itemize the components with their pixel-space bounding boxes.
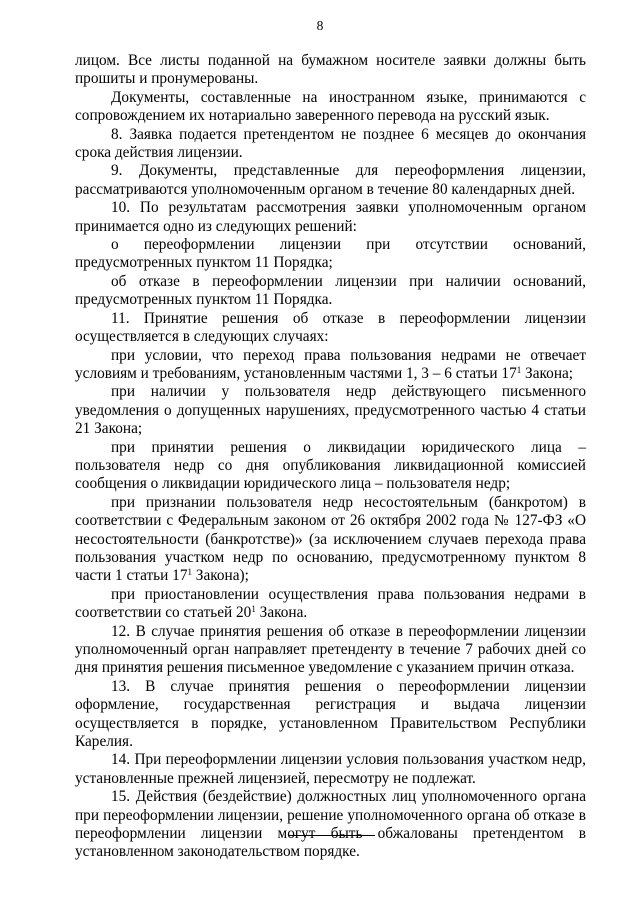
paragraph-12: 12. В случае принятия решения об отказе в переоформлении лицензии уполномоченный орган направляет претенденту в течение 7 рабочих дней со дня принятия решения письменное уведомление с указанием причин отказа.	[75, 622, 586, 677]
refusal-case-transfer-conditions	[75, 347, 586, 384]
paragraph-10: 10. По результатам рассмотрения заявки уполномоченным органом принимается одно из следующих решений:	[75, 199, 586, 235]
superscript-reference: 1	[251, 604, 256, 615]
decision-option-approve: о переоформлении лицензии при отсутствии оснований, предусмотренных пунктом 11 Порядка;	[75, 236, 586, 272]
paragraph-15: 15. Действия (бездействие) должностных лиц уполномоченного органа при переоформлении лицензии, решение уполномоченного органа об отказе в переоформлении лицензии могут быть обжалованы претендентом в установленном законодательством порядке.	[75, 788, 586, 861]
refusal-case-bankruptcy	[75, 494, 586, 586]
paragraph-continuation: лицом. Все листы поданной на бумажном носителе заявки должны быть прошиты и пронумерованы.	[75, 52, 586, 88]
paragraph-text: при условии, что переход права пользования недрами не отвечает условиям и требованиям, установленным частями 1, 3 – 6 статьи 17	[75, 346, 586, 382]
document-body	[75, 52, 586, 862]
paragraph-13: 13. В случае принятия решения о переоформлении лицензии оформление, государственная регистрация и выдача лицензии осуществляется в порядке, установленном Правительством Республики Карелия.	[75, 677, 586, 751]
paragraph-text: Закона);	[191, 567, 249, 585]
superscript-reference: 1	[516, 364, 522, 375]
paragraph-text: Закона.	[255, 604, 308, 622]
paragraph-14: 14. При переоформлении лицензии условия пользования участком недр, установленные прежней лицензией, пересмотру не подлежат.	[75, 751, 586, 787]
decision-option-refuse: об отказе в переоформлении лицензии при наличии оснований, предусмотренных пунктом 11 Порядка.	[75, 272, 586, 309]
page-number: 8	[316, 18, 324, 33]
refusal-case-violation-notice: при наличии у пользователя недр действующего письменного уведомления о допущенных нарушениях, предусмотренного частью 4 статьи 21 Закона;	[75, 383, 586, 438]
closing-separator-line	[288, 835, 375, 836]
paragraph-text: при признании пользователя недр несостоятельным (банкротом) в соответствии с Федеральным законом от 26 октября 2002 года № 127-ФЗ «О несостоятельности (банкротстве)» (за исключением случаев перехода права пользования участком недр по основанию, предусмотренному пунктом 8 части 1 статьи 17	[75, 493, 586, 585]
refusal-case-suspension	[75, 586, 586, 623]
superscript-reference: 1	[187, 567, 192, 578]
refusal-case-liquidation: при принятии решения о ликвидации юридического лица – пользователя недр со дня опубликования ликвидационной комиссией сообщения о ликвидации юридического лица – пользователя недр;	[75, 438, 586, 493]
paragraph-foreign-documents: Документы, составленные на иностранном языке, принимаются с сопровождением их нотариально заверенного перевода на русский язык.	[75, 88, 586, 125]
paragraph-text: при приостановлении осуществления права пользования недрами в соответствии со статьей 20	[75, 585, 586, 622]
paragraph-8: 8. Заявка подается претендентом не позднее 6 месяцев до окончания срока действия лицензии.	[75, 125, 586, 162]
paragraph-11: 11. Принятие решения об отказе в переоформлении лицензии осуществляется в следующих случаях:	[75, 309, 586, 346]
paragraph-text: Закона;	[521, 364, 574, 382]
paragraph-9: 9. Документы, представленные для переоформления лицензии, рассматриваются уполномоченным органом в течение 80 календарных дней.	[75, 162, 586, 198]
